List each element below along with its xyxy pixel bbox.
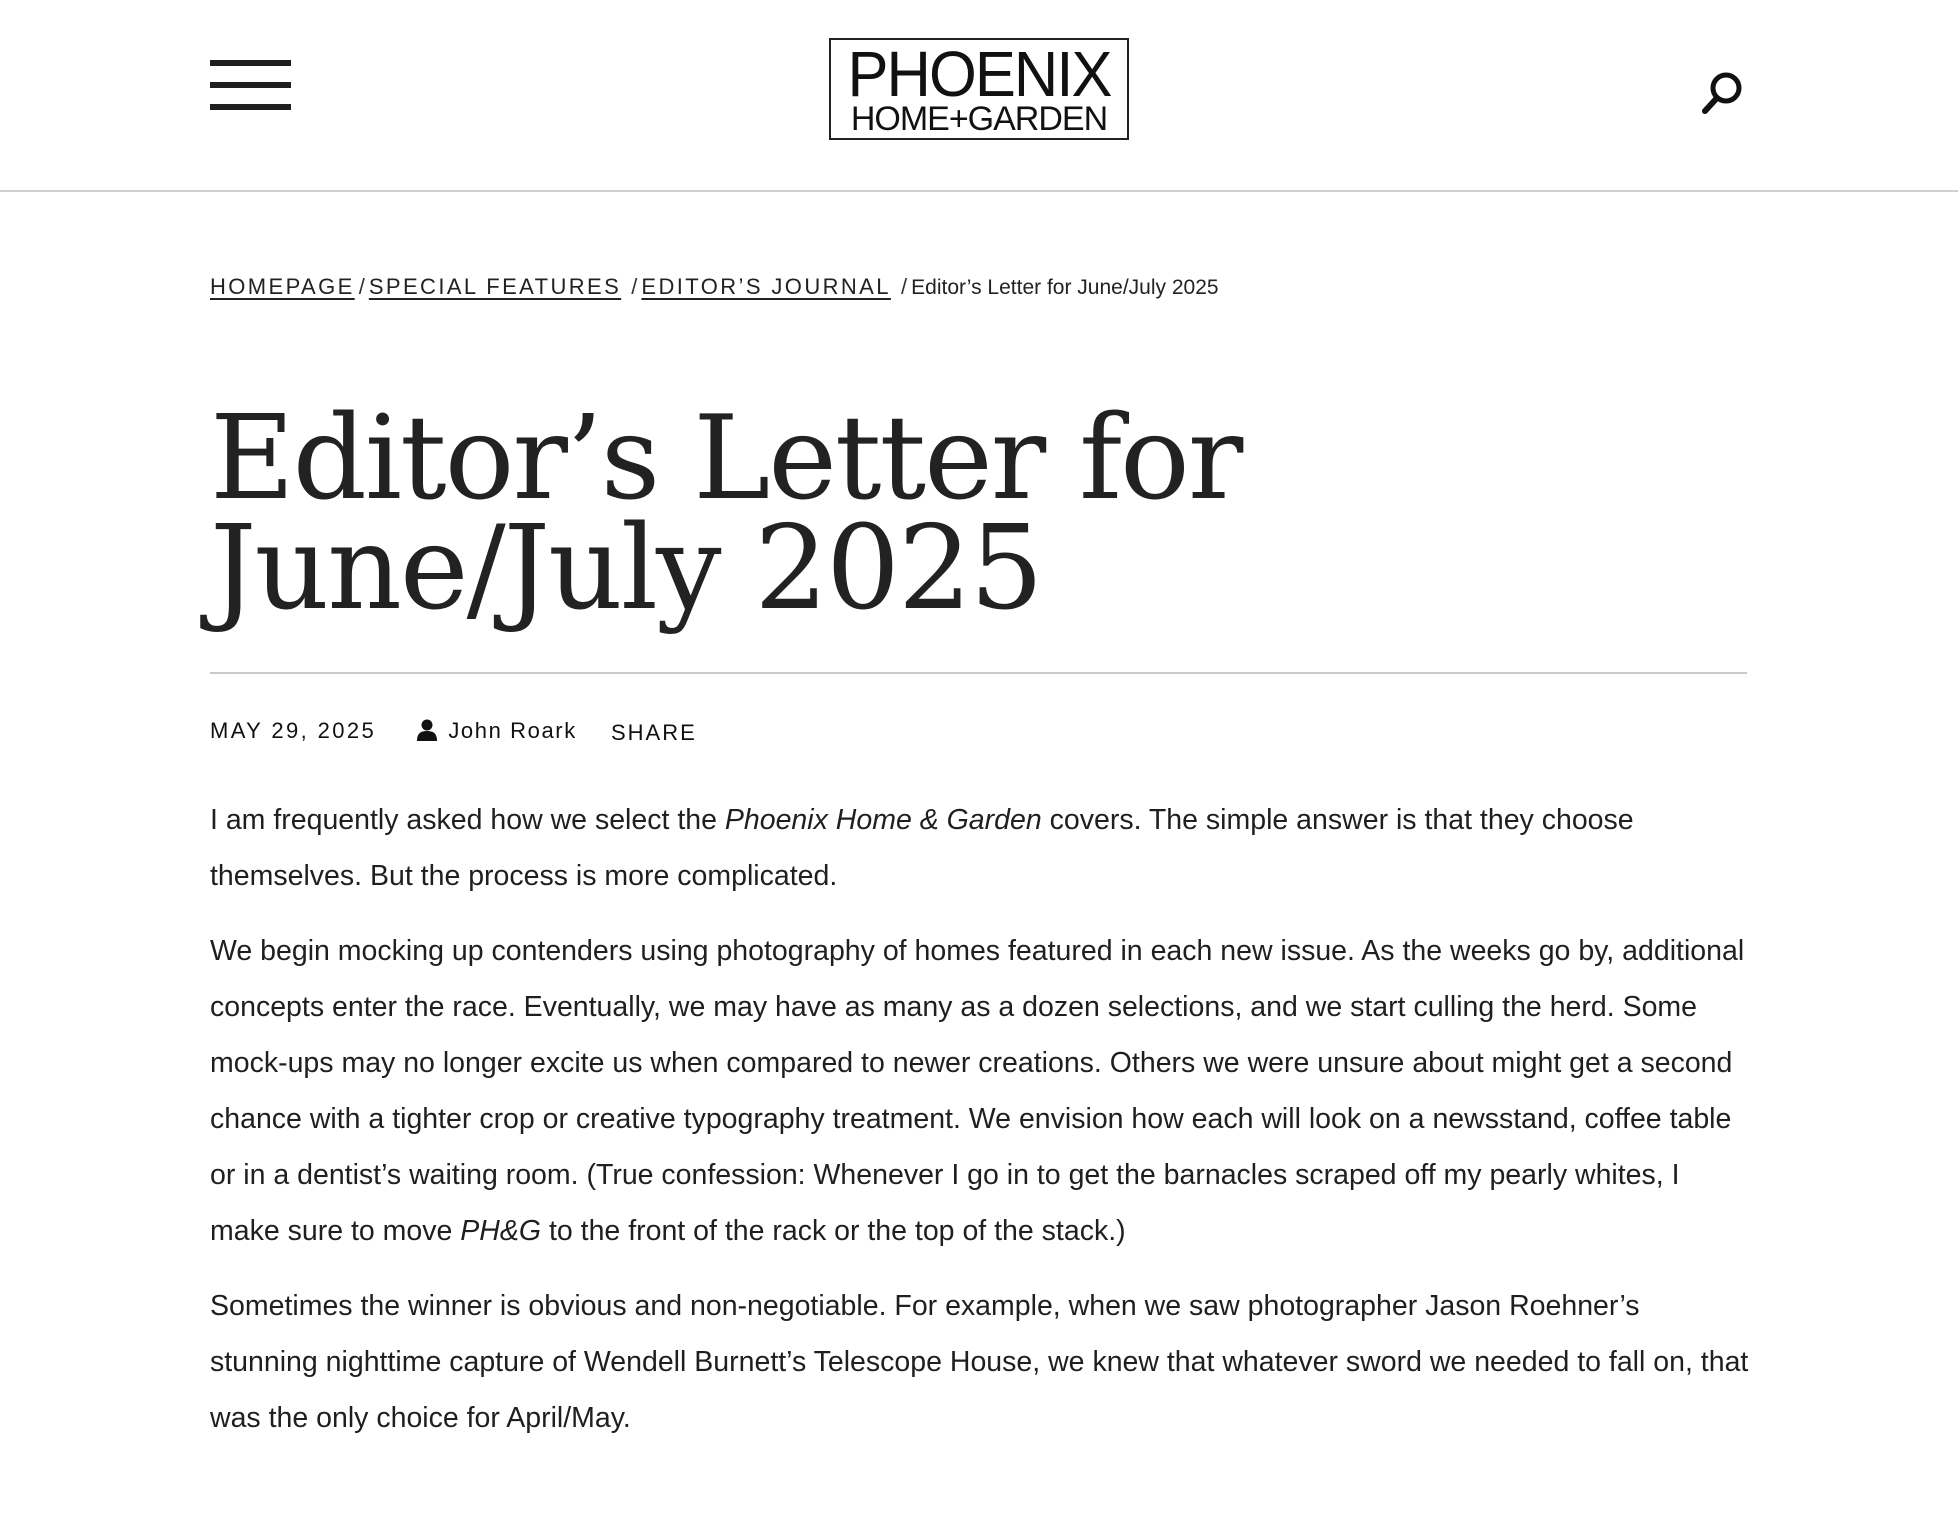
breadcrumb-current: Editor’s Letter for June/July 2025 [911,276,1219,299]
publication-abbrev: PH&G [460,1215,542,1247]
paragraph-text: We begin mocking up contenders using photography of homes featured in each new issue. As the weeks go by, additional concepts enter the race. Eventually, we may have as many as a dozen selections, and we start culling the herd. Some mock-ups may no longer excite us when compared to newer creations. Others we were unsure about might get a second chance with a tighter crop or creative typography treatment. We envision how each will look on a newsstand, coffee table or in a dentist’s waiting room. (True confession: Whenever I go in to get the barnacles scraped off my pearly whites, I make sure to move [210,935,1745,1247]
share-button[interactable]: SHARE [610,720,697,745]
hamburger-icon [210,60,291,66]
page-title: Editor’s Letter for June/July 2025 [210,391,1242,636]
site-header [0,0,1958,192]
article-paragraph [210,792,1755,904]
paragraph-text: I am frequently asked how we select the [210,804,725,836]
search-button[interactable] [1700,68,1746,116]
article-paragraph: Sometimes the winner is obvious and non-negotiable. For example, when we saw photographer Jason Roehner’s stunning nighttime capture of Wendell Burnett’s Telescope House, we knew that whatever sword we needed to fall on, that was the only choice for April/May. [210,1290,1749,1434]
title-divider [210,672,1747,674]
site-logo[interactable] [829,38,1129,140]
article-body [210,792,1755,1465]
breadcrumb-link-homepage[interactable]: HOMEPAGE [210,274,355,299]
user-icon [416,719,438,741]
breadcrumb-separator: / [358,274,365,299]
paragraph-text: to the front of the rack or the top of the stack.) [541,1215,1126,1247]
logo-wordmark-phoenix: PHOENIX [847,38,1111,110]
hamburger-icon-bar [210,104,291,110]
author-link[interactable] [416,716,577,746]
breadcrumb [210,274,1219,301]
breadcrumb-separator: / [901,274,908,299]
article-paragraph [210,923,1755,1259]
logo-wordmark-home-garden: HOME+GARDEN [850,100,1108,138]
search-icon [1700,68,1746,116]
menu-button[interactable] [210,60,291,112]
article-meta [210,716,697,746]
paragraph-text: covers. The simple answer is that they choose themselves. But the process is more complicated. [210,804,1634,892]
publish-date: MAY 29, 2025 [210,718,377,743]
author-name: John Roark [448,718,577,743]
publication-name: Phoenix Home & Garden [724,804,1042,836]
hamburger-icon-bar [210,82,291,88]
breadcrumb-separator: / [631,274,638,299]
breadcrumb-link-editors-journal[interactable]: EDITOR’S JOURNAL [641,274,891,299]
breadcrumb-link-special-features[interactable]: SPECIAL FEATURES [368,274,622,299]
